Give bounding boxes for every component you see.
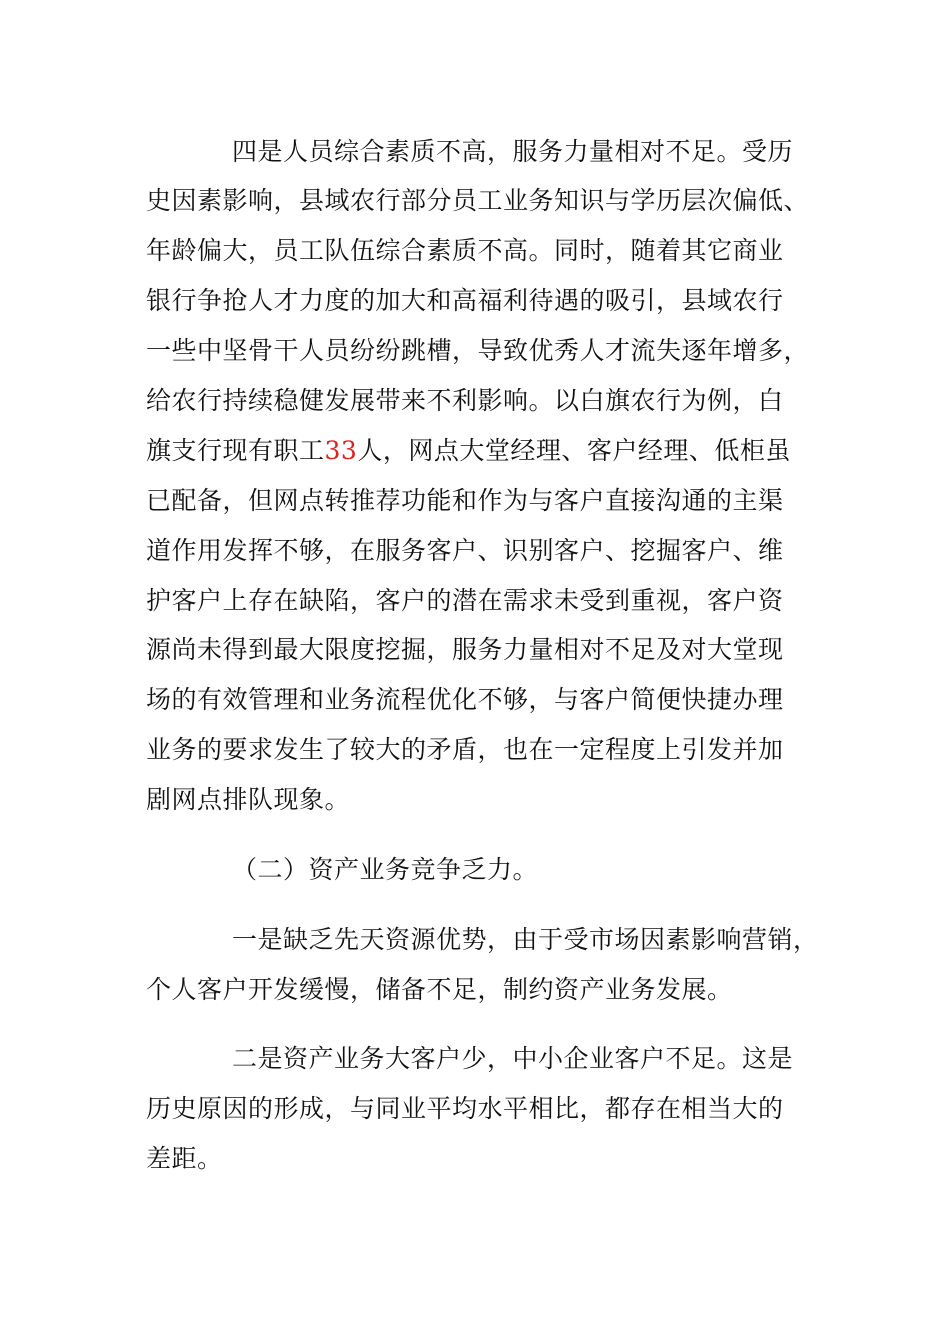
text-line: 一是缺乏先天资源优势，由于受市场因素影响营销， (232, 925, 819, 954)
text-line: 给农行持续稳健发展带来不利影响。以白旗农行为例，白 (146, 386, 784, 415)
text-line: 护客户上存在缺陷，客户的潜在需求未受到重视，客户资 (146, 586, 784, 615)
text-line: 源尚未得到最大限度挖掘，服务力量相对不足及对大堂现 (146, 635, 784, 664)
text-line: 道作用发挥不够，在服务客户、识别客户、挖掘客户、维 (146, 536, 784, 565)
text-line: 一些中坚骨干人员纷纷跳槽，导致优秀人才流失逐年增多， (146, 336, 810, 365)
text-line: 二是资产业务大客户少，中小企业客户不足。这是 (232, 1044, 794, 1073)
text-line: 差距。 (146, 1144, 223, 1173)
text-segment: 人，网点大堂经理、客户经理、低柜虽 (357, 436, 791, 465)
text-line: 个人客户开发缓慢，储备不足，制约资产业务发展。 (146, 975, 733, 1004)
text-line: 业务的要求发生了较大的矛盾，也在一定程度上引发并加 (146, 735, 784, 764)
text-line: 历史原因的形成，与同业平均水平相比，都存在相当大的 (146, 1094, 784, 1123)
text-line: 场的有效管理和业务流程优化不够，与客户简便快捷办理 (146, 685, 784, 714)
text-line-with-number (146, 436, 791, 466)
section-heading: （二）资产业务竞争乏力。 (232, 855, 539, 884)
text-line: 年龄偏大，员工队伍综合素质不高。同时，随着其它商业 (146, 236, 784, 265)
text-line: 史因素影响，县域农行部分员工业务知识与学历层次偏低、 (146, 186, 810, 215)
text-line: 已配备，但网点转推荐功能和作为与客户直接沟通的主渠 (146, 486, 784, 515)
text-line: 四是人员综合素质不高，服务力量相对不足。受历 (232, 137, 794, 166)
text-line: 银行争抢人才力度的加大和高福利待遇的吸引，县域农行 (146, 286, 784, 315)
staff-count-number: 33 (324, 436, 358, 465)
text-line: 剧网点排队现象。 (146, 785, 351, 814)
text-segment: 旗支行现有职工 (146, 436, 325, 465)
